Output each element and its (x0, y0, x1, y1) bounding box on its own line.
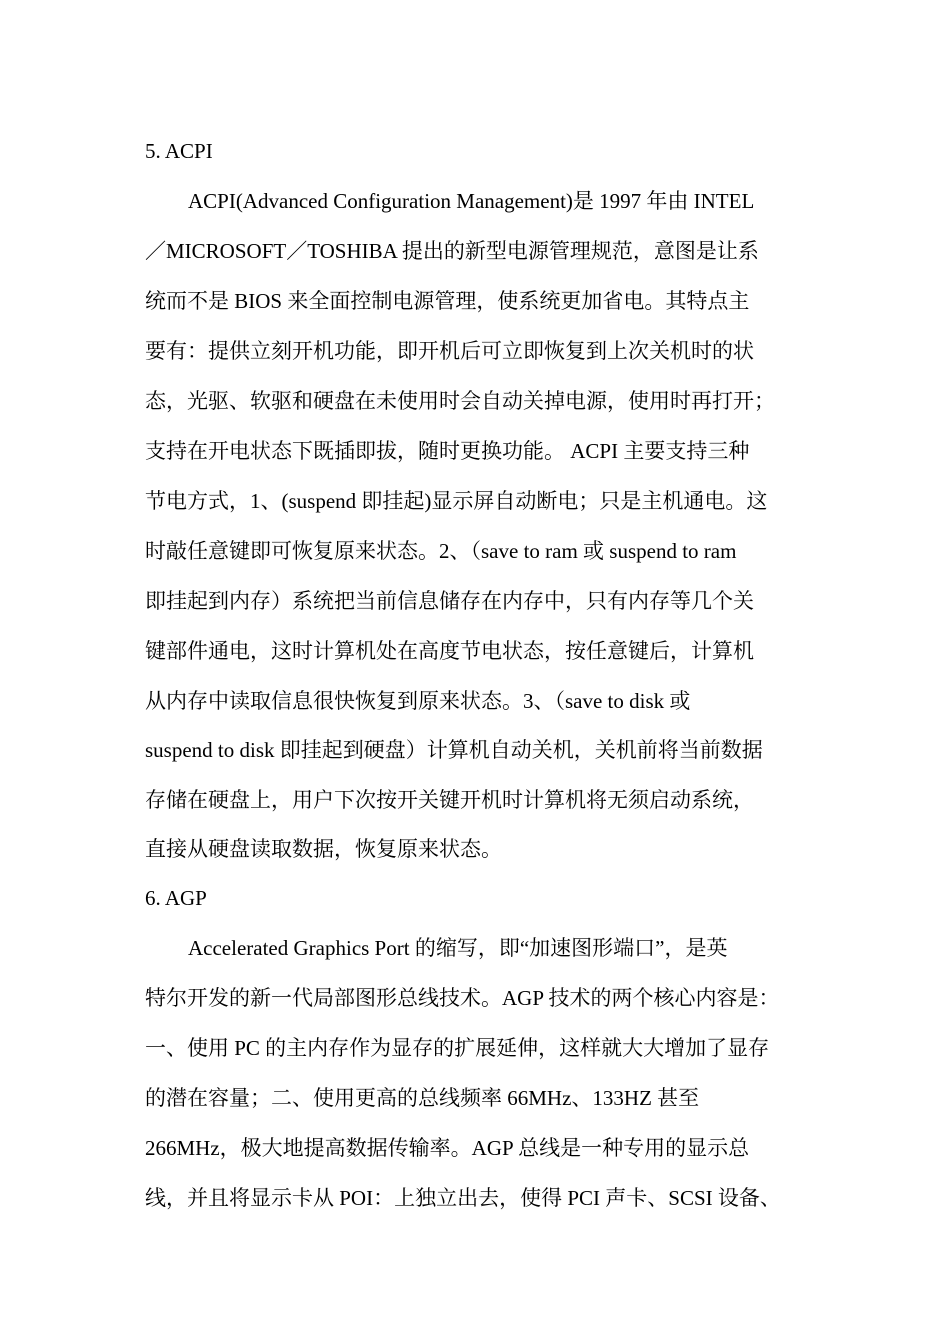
paragraph-line: Accelerated Graphics Port 的缩写，即“加速图形端口”，是英 (188, 936, 728, 960)
paragraph-line: 存储在硬盘上，用户下次按开关键开机时计算机将无须启动系统， (145, 788, 754, 812)
paragraph-line: 态，光驱、软驱和硬盘在未使用时会自动关掉电源，使用时再打开； (145, 389, 775, 413)
paragraph-line: 直接从硬盘读取数据，恢复原来状态。 (145, 837, 502, 861)
paragraph-line: 要有：提供立刻开机功能，即开机后可立即恢复到上次关机时的状 (145, 339, 754, 363)
paragraph-line: ／MICROSOFT／TOSHIBA 提出的新型电源管理规范，意图是让系 (145, 239, 759, 263)
paragraph-line: 时敲任意键即可恢复原来状态。2、（save to ram 或 suspend to ram (145, 539, 737, 563)
paragraph-line: 键部件通电，这时计算机处在高度节电状态，按任意键后，计算机 (145, 639, 754, 663)
paragraph-line: 即挂起到内存）系统把当前信息储存在内存中，只有内存等几个关 (145, 589, 754, 613)
paragraph-line: 节电方式，1、(suspend 即挂起)显示屏自动断电；只是主机通电。这 (145, 489, 768, 513)
paragraph-line: 支持在开电状态下既插即拔，随时更换功能。 ACPI 主要支持三种 (145, 439, 750, 463)
paragraph-line: 线，并且将显示卡从 POI：上独立出去，使得 PCI 声卡、SCSI 设备、 (145, 1186, 781, 1210)
paragraph-line: ACPI(Advanced Configuration Management)是 1997 年由 INTEL (188, 189, 755, 213)
paragraph-line: 的潜在容量；二、使用更高的总线频率 66MHz、133HZ 甚至 (145, 1086, 700, 1110)
paragraph-line: 一、使用 PC 的主内存作为显存的扩展延伸，这样就大大增加了显存 (145, 1036, 770, 1060)
section-heading-agp: 6. AGP (145, 886, 207, 910)
paragraph-line: 从内存中读取信息很快恢复到原来状态。3、（save to disk 或 (145, 689, 691, 713)
paragraph-line: suspend to disk 即挂起到硬盘）计算机自动关机，关机前将当前数据 (145, 738, 763, 762)
paragraph-line: 特尔开发的新一代局部图形总线技术。AGP 技术的两个核心内容是： (145, 986, 780, 1010)
section-heading-acpi: 5. ACPI (145, 139, 213, 163)
paragraph-line: 266MHz，极大地提高数据传输率。AGP 总线是一种专用的显示总 (145, 1136, 750, 1160)
paragraph-line: 统而不是 BIOS 来全面控制电源管理，使系统更加省电。其特点主 (145, 289, 750, 313)
